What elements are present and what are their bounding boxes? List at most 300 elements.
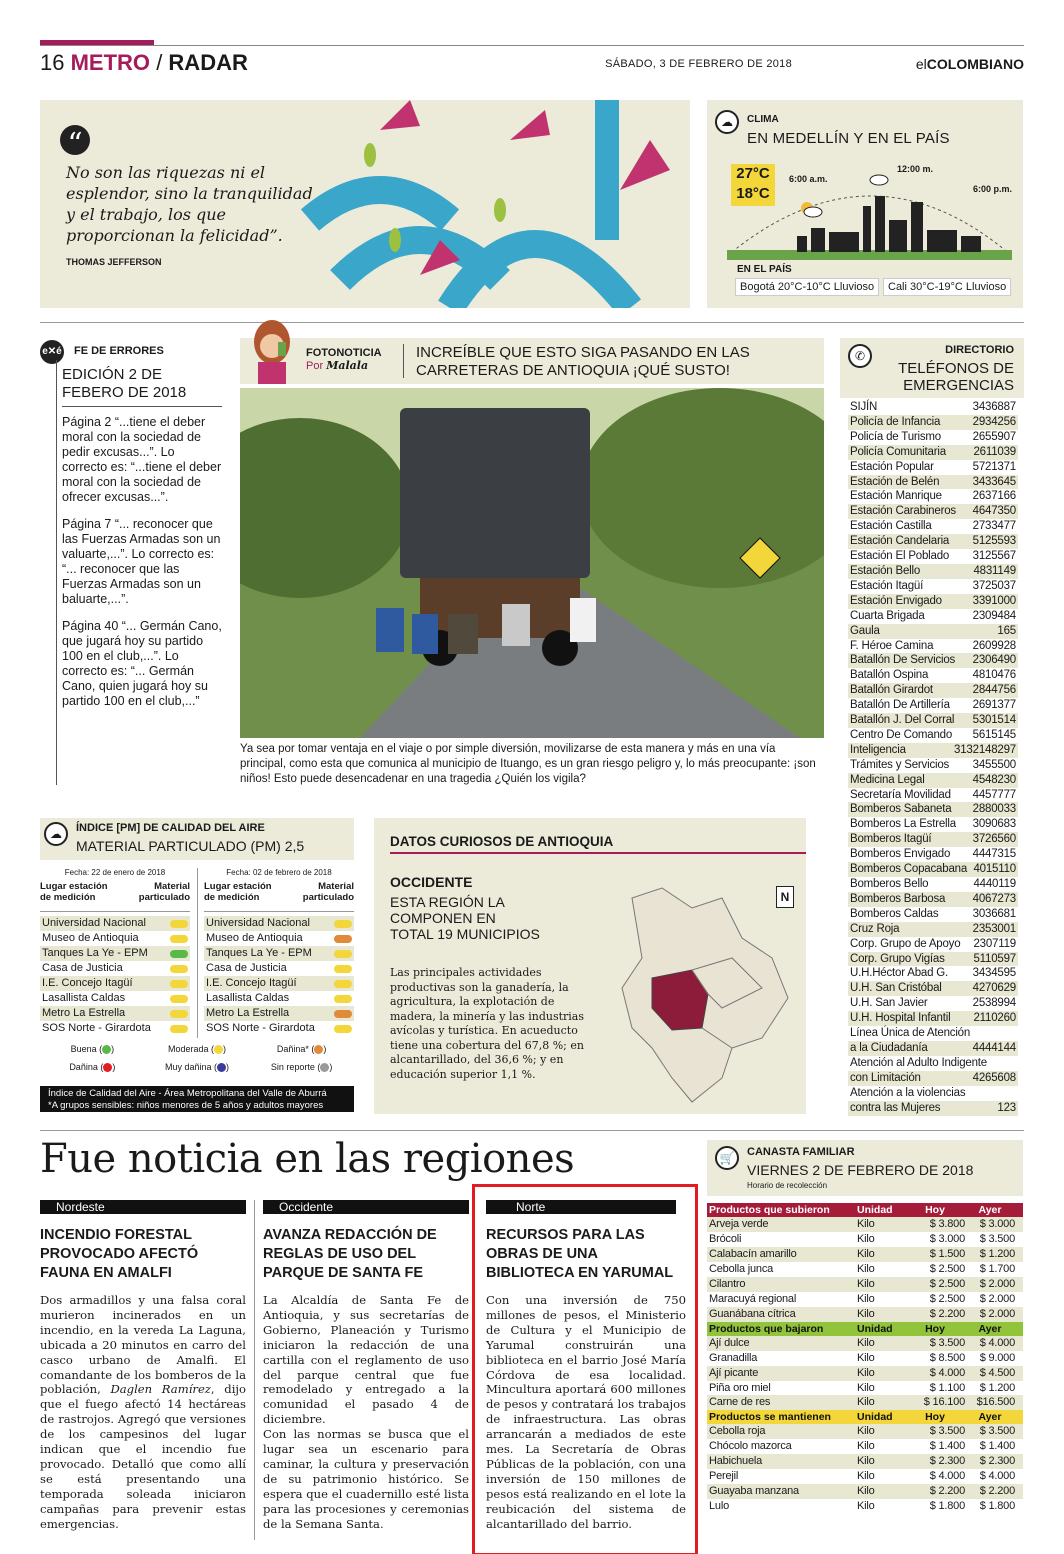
directory-name: Batallón Ospina [850, 669, 929, 682]
directory-number: 2306490 [972, 654, 1016, 667]
directory-name: Bomberos Copacabana [850, 863, 968, 876]
basket-row [707, 1336, 1023, 1351]
air-quality-row [40, 991, 190, 1006]
product-name: Cilantro [709, 1277, 746, 1290]
col-station: Lugar estación de medición [40, 881, 108, 903]
pm-level-indicator [170, 920, 188, 928]
directory-row [848, 1056, 1018, 1071]
air-quality-row [40, 916, 190, 931]
directory-number: 3433645 [972, 475, 1016, 488]
col-today: Hoy [925, 1411, 945, 1424]
pm-level-indicator [334, 965, 352, 973]
directory-name: Policía de Infancia [850, 415, 941, 428]
directory-name: Policía Comunitaria [850, 445, 946, 458]
product-name: Brócoli [709, 1232, 742, 1245]
price-yesterday: $ 9.000 [979, 1351, 1015, 1364]
price-today: $ 1.500 [929, 1247, 965, 1260]
directory-number: 2637166 [972, 490, 1016, 503]
price-today: $ 3.800 [929, 1218, 965, 1230]
air-quality-subtitle: MATERIAL PARTICULADO (PM) 2,5 [76, 838, 305, 854]
directory-row [848, 743, 1018, 758]
directory-number: 4440119 [973, 878, 1016, 890]
directory-name: Atención a la violencias [850, 1086, 966, 1099]
price-yesterday: $ 2.300 [979, 1455, 1015, 1468]
directory-name: Trámites y Servicios [850, 758, 950, 771]
directory-row [848, 639, 1018, 654]
price-yesterday: $ 4.500 [979, 1366, 1015, 1379]
directory-number: 2538994 [972, 997, 1016, 1010]
directory-name: Bomberos Caldas [850, 907, 939, 920]
weather-icon: ☁ [715, 110, 739, 134]
directory-row [848, 937, 1018, 952]
directory-row [848, 653, 1018, 668]
errata-icon: e✕é [40, 340, 64, 364]
basket-row [707, 1277, 1023, 1292]
station-name: Universidad Nacional [206, 917, 310, 929]
product-name: Habichuela [709, 1455, 763, 1468]
station-name: Museo de Antioquia [42, 932, 139, 944]
directory-name: Estación de Belén [850, 475, 940, 488]
directory-number: 4067273 [972, 892, 1016, 905]
price-today: $ 16.100 [923, 1396, 965, 1409]
directory-row [848, 847, 1018, 862]
air-quality-row [204, 916, 354, 931]
price-yesterday: $ 2.000 [979, 1277, 1015, 1290]
weather-box [707, 100, 1023, 308]
directory-row [848, 549, 1018, 564]
col-today: Hoy [925, 1322, 945, 1335]
market-basket-title: CANASTA FAMILIAR [747, 1146, 855, 1158]
directory-number: 2353001 [972, 922, 1016, 935]
product-unit: Kilo [857, 1232, 875, 1245]
directory-number: 5721371 [972, 460, 1016, 473]
header-rule [40, 45, 1024, 46]
city-bogota: Bogotá 20°C-10°C Lluvioso [735, 278, 879, 296]
directory-number: 4457777 [972, 788, 1016, 801]
air-quality-row [204, 976, 354, 991]
legend-dot-icon [217, 1063, 226, 1072]
directory-name: Estación Bello [850, 564, 921, 577]
directory-row [848, 1026, 1018, 1041]
product-unit: Kilo [857, 1440, 875, 1453]
basket-row [707, 1454, 1023, 1469]
brand-logo: elCOLOMBIANO [915, 56, 1024, 72]
air-quality-rows [204, 916, 354, 1036]
directory-name: Bomberos Barbosa [850, 892, 946, 905]
product-unit: Kilo [857, 1247, 875, 1260]
quote-text: No son las riquezas ni el esplendor, sino la tranquilidad y el trabajo, los que proporcionan la felicidad”. [66, 163, 313, 245]
directory-number: 5125593 [972, 535, 1016, 548]
errata-entry: Página 40 “... Germán Cano, que jugará hoy su partido 100 en el club,...”. Lo correcto es: “... Germán Cano, quien jugará hoy su partido 100 en el club,...” [62, 619, 222, 708]
market-basket-note: Horario de recolección [747, 1181, 828, 1190]
directory-row [848, 668, 1018, 683]
directory-number: 123 [997, 1101, 1016, 1114]
product-name: Lulo [709, 1500, 729, 1513]
directory-name: Estación Envigado [850, 594, 942, 607]
directory-row [848, 1041, 1018, 1056]
basket-row [707, 1439, 1023, 1454]
directory-name: Estación Candelaria [850, 535, 950, 548]
directory-name: con Limitación [850, 1071, 921, 1084]
temperature-box: 27°C 18°C [731, 164, 775, 206]
cart-icon: 🛒 [715, 1146, 739, 1170]
directory-name: U.H. San Cristóbal [850, 982, 942, 995]
price-today: $ 2.200 [929, 1485, 965, 1498]
air-quality-row [204, 1006, 354, 1021]
basket-row [707, 1366, 1023, 1381]
air-quality-row [40, 1006, 190, 1021]
station-name: SOS Norte - Girardota [206, 1022, 315, 1034]
directory-row [848, 817, 1018, 832]
directory-number: 2655907 [972, 430, 1016, 443]
directory-number: 2309484 [972, 609, 1016, 622]
directory-number: 3726560 [972, 833, 1016, 846]
pm-level-indicator [334, 935, 352, 943]
basket-rows [707, 1217, 1023, 1322]
price-yesterday: $ 1.200 [979, 1381, 1015, 1394]
legend-dot-icon [320, 1063, 329, 1072]
directory-row [848, 698, 1018, 713]
station-name: I.E. Concejo Itagüí [206, 977, 297, 989]
product-unit: Kilo [857, 1366, 875, 1379]
station-name: Lasallista Caldas [206, 992, 290, 1004]
product-name: Cebolla roja [709, 1425, 766, 1438]
region-headline: ESTA REGIÓN LA COMPONEN EN TOTAL 19 MUNICIPIOS [390, 894, 540, 942]
directory-row [848, 966, 1018, 981]
directory-number: 2934256 [972, 415, 1016, 428]
directory-row [848, 683, 1018, 698]
air-quality-footer: Índice de Calidad del Aire - Área Metropolitana del Valle de Aburrá *A grupos sensibles: niños menores de 5 años y adultos mayores [40, 1086, 354, 1112]
col-yesterday: Ayer [978, 1322, 1002, 1335]
directory-row [848, 773, 1018, 788]
directory-name: SIJÍN [850, 401, 878, 413]
basket-row [707, 1247, 1023, 1262]
legend-dot-icon [102, 1045, 111, 1054]
air-quality-row [204, 946, 354, 961]
phone-icon: ✆ [848, 344, 872, 368]
directory-row [848, 504, 1018, 519]
region-tag-occidente: Occidente [263, 1200, 469, 1214]
directory-number: 5301514 [972, 714, 1016, 727]
directory-name: Bomberos Envigado [850, 848, 951, 861]
legend-item: Buena ( ) [70, 1044, 115, 1054]
station-name: I.E. Concejo Itagüí [42, 977, 133, 989]
directory-name: U.H.Héctor Abad G. [850, 967, 949, 980]
directory-name: Estación Popular [850, 460, 934, 473]
price-today: $ 8.500 [929, 1351, 965, 1364]
market-basket-date: VIERNES 2 DE FEBRERO DE 2018 [747, 1162, 974, 1178]
price-yesterday: $ 1.800 [979, 1500, 1015, 1513]
directory-row [848, 475, 1018, 490]
price-yesterday: $ 1.200 [979, 1247, 1015, 1260]
price-today: $ 1.400 [929, 1440, 965, 1453]
directory-name: Batallón De Artillería [850, 699, 950, 712]
col-yesterday: Ayer [978, 1411, 1002, 1424]
air-quality-row [204, 991, 354, 1006]
product-name: Cebolla junca [709, 1262, 774, 1275]
directory-number: 4647350 [972, 505, 1016, 518]
directory-number: 4270629 [972, 982, 1016, 995]
directory-name: Estación Manrique [850, 490, 942, 503]
product-unit: Kilo [857, 1351, 875, 1364]
price-today: $ 2.500 [929, 1262, 965, 1275]
article-body: Dos armadillos y una falsa coral murieron incinerados en un incendio, en la vereda La Laguna, ubicada a 20 minutos en carro del casco urbano de Amalfi. El comandante de los bomberos de la población, Daglen Ramírez, dijo que el fuego afectó 14 hectáreas de rastrojos. Agregó que versiones de los campesinos del lugar indican que el incendio fue provocado. Detalló que como allí se está presentando una temporada soleada iniciaron campañas para prevenir estas emergencias. [40, 1293, 246, 1531]
air-quality-legend [40, 1044, 354, 1072]
time-6am: 6:00 a.m. [789, 174, 828, 184]
quote-author: THOMAS JEFFERSON [66, 257, 162, 267]
basket-row [707, 1292, 1023, 1307]
pm-level-indicator [334, 1025, 352, 1033]
station-name: Lasallista Caldas [42, 992, 126, 1004]
price-yesterday: $16.500 [976, 1396, 1015, 1409]
directory-row [848, 1071, 1018, 1086]
station-name: Metro La Estrella [42, 1007, 126, 1019]
product-unit: Kilo [857, 1381, 875, 1394]
errata-divider [62, 406, 222, 407]
curious-facts-rule [390, 852, 806, 854]
air-quality-table-jan [40, 868, 190, 1036]
col-unit: Unidad [857, 1204, 893, 1216]
directory-row [848, 400, 1018, 415]
directory-name: U.H. Hospital Infantil [850, 1012, 951, 1025]
pm-level-indicator [170, 1010, 188, 1018]
directory-row [848, 534, 1018, 549]
directory-number: 3391000 [972, 594, 1016, 607]
basket-row [707, 1484, 1023, 1499]
subsection-name: RADAR [168, 50, 248, 75]
directory-name: Centro De Comando [850, 728, 953, 741]
air-icon: ☁ [44, 822, 68, 846]
photo-news-label: FOTONOTICIA Por Malala [306, 347, 382, 372]
directory-name: Cruz Roja [850, 922, 900, 935]
directory-row [848, 877, 1018, 892]
errata-entry: Página 7 “... reconocer que las Fuerzas Armadas son un valuarte,...”. Lo correcto es: “... reconocer que las Fuerzas Armadas son un baluarte,...”. [62, 517, 221, 606]
directory-name: Estación Itagüí [850, 579, 924, 592]
pm-level-indicator [170, 965, 188, 973]
directory-row [848, 981, 1018, 996]
directory-name: Estación Castilla [850, 520, 932, 533]
station-name: Tanques La Ye - EPM [42, 947, 148, 959]
group-label: Productos que bajaron [709, 1322, 824, 1335]
article-body: La Alcaldía de Santa Fe de Antioquia, y sus secretarías de Gobierno, Planeación y Turismo iniciaron la redacción de una cartilla con el reglamento de uso del parque central que fue remodelado y entregado a la comunidad el pasado 4 de diciembre. Con las normas se busca que el lugar sea un escenario para caminar, la cultura y preservación de su patrimonio histórico. Se espera que el cuadernillo esté lista para las procesiones y ceremonias de la Semana Santa. [263, 1293, 469, 1531]
directory-number: 2609928 [972, 639, 1016, 652]
birds-illustration [300, 100, 690, 308]
air-quality-col-header [40, 881, 190, 912]
directory-row [848, 579, 1018, 594]
price-yesterday: $ 3.500 [979, 1232, 1015, 1245]
directory-row [848, 862, 1018, 877]
directory-name: Batallón J. Del Corral [850, 714, 955, 727]
city-cali: Cali 30°C-19°C Lluvioso [883, 278, 1011, 296]
pm-level-indicator [170, 950, 188, 958]
curious-facts-box [374, 818, 806, 1114]
basket-group-header [707, 1410, 1023, 1424]
air-quality-date: Fecha: 22 de enero de 2018 [64, 868, 166, 877]
region-body: Las principales actividades productivas son la ganadería, la agricultura, la explotación de madera, la minería y las industrias avícolas y turística. En acueducto tiene una cobertura del 67,8 %; en alcantarillado, del 36,6 %; y en educación superior 1,1 %. [390, 966, 584, 1081]
price-yesterday: $ 4.000 [979, 1470, 1015, 1483]
basket-row [707, 1381, 1023, 1396]
air-quality-row [40, 946, 190, 961]
issue-date: SÁBADO, 3 DE FEBRERO DE 2018 [605, 58, 792, 70]
errata-body [62, 415, 222, 721]
region-tag-nordeste: Nordeste [40, 1200, 246, 1214]
col-material: Material particulado [138, 881, 190, 903]
directory-name: a la Ciudadanía [850, 1041, 928, 1054]
directory-row [848, 445, 1018, 460]
directory-row [848, 996, 1018, 1011]
product-name: Perejil [709, 1470, 739, 1483]
product-unit: Kilo [857, 1500, 875, 1513]
col-unit: Unidad [857, 1411, 893, 1424]
errata-title: FE DE ERRORES [74, 345, 164, 357]
north-arrow-icon: N [776, 886, 794, 908]
basket-row [707, 1499, 1023, 1514]
basket-group-header [707, 1322, 1023, 1336]
directory-name: U.H. San Javier [850, 997, 928, 1010]
directory-number: 3725037 [972, 579, 1016, 592]
basket-row [707, 1351, 1023, 1366]
legend-item: Dañina* ( ) [276, 1044, 327, 1054]
pm-level-indicator [170, 935, 188, 943]
product-name: Guayaba manzana [709, 1485, 799, 1498]
air-quality-row [40, 1021, 190, 1036]
directory-row [848, 758, 1018, 773]
phone-directory [848, 400, 1018, 1116]
product-name: Guanábana cítrica [709, 1307, 796, 1320]
directory-name: Bomberos Sabaneta [850, 803, 952, 816]
air-quality-header [40, 818, 354, 860]
station-name: Museo de Antioquia [206, 932, 303, 944]
pm-level-indicator [334, 995, 352, 1003]
directory-name: Corp. Grupo de Apoyo [850, 937, 961, 950]
directory-number: 3125567 [972, 550, 1016, 563]
time-noon: 12:00 m. [897, 164, 934, 174]
group-label: Productos que subieron [709, 1204, 830, 1216]
regions-title: Fue noticia en las regiones [40, 1136, 575, 1182]
legend-dot-icon [314, 1045, 323, 1054]
price-today: $ 1.100 [929, 1381, 965, 1394]
col-today: Hoy [925, 1204, 945, 1216]
col-yesterday: Ayer [978, 1204, 1002, 1216]
air-quality-row [204, 1021, 354, 1036]
col-material: Material particulado [302, 881, 354, 903]
directory-row [848, 952, 1018, 967]
directory-number: 3132148297 [954, 743, 1016, 756]
directory-name: Gaula [850, 624, 880, 637]
directory-subtitle: TELÉFONOS DE EMERGENCIAS [898, 360, 1014, 394]
directory-row [848, 519, 1018, 534]
price-today: $ 4.000 [929, 1366, 965, 1379]
product-name: Carne de res [709, 1396, 771, 1409]
article-headline: AVANZA REDACCIÓN DE REGLAS DE USO DEL PARQUE DE SANTA FE [263, 1227, 437, 1281]
price-today: $ 4.000 [929, 1470, 965, 1483]
product-unit: Kilo [857, 1425, 875, 1438]
pm-level-indicator [334, 980, 352, 988]
directory-header [840, 338, 1024, 398]
product-name: Maracuyá regional [709, 1292, 797, 1305]
price-today: $ 2.500 [929, 1292, 965, 1305]
region-tag-norte: Norte [486, 1200, 676, 1214]
directory-number: 4831149 [973, 564, 1016, 577]
page-number: 16 [40, 50, 65, 75]
directory-row [848, 430, 1018, 445]
station-name: Universidad Nacional [42, 917, 146, 929]
directory-row [848, 489, 1018, 504]
market-basket-table [707, 1203, 1023, 1514]
pm-level-indicator [170, 980, 188, 988]
product-unit: Kilo [857, 1336, 875, 1349]
station-name: Tanques La Ye - EPM [206, 947, 312, 959]
price-yesterday: $ 2.200 [979, 1485, 1015, 1498]
legend-dot-icon [214, 1045, 223, 1054]
product-unit: Kilo [857, 1307, 875, 1320]
directory-name: Bomberos Itagüí [850, 833, 932, 846]
article-headline: RECURSOS PARA LAS OBRAS DE UNA BIBLIOTECA EN YARUMAL [486, 1227, 674, 1281]
basket-group-header [707, 1203, 1023, 1217]
legend-item: Moderada ( ) [167, 1044, 226, 1054]
author-avatar [248, 312, 296, 384]
quote-icon: “ [60, 125, 90, 155]
pm-level-indicator [170, 1025, 188, 1033]
product-unit: Kilo [857, 1396, 875, 1409]
section-name: METRO [70, 50, 151, 75]
column-divider [254, 1200, 255, 1540]
directory-number: 4810476 [972, 669, 1016, 682]
errata-rule [56, 360, 57, 785]
station-name: Casa de Justicia [42, 962, 123, 974]
directory-name: Policía de Turismo [850, 430, 941, 443]
country-label: EN EL PAÍS [737, 264, 792, 275]
directory-name: Atención al Adulto Indigente [850, 1056, 987, 1069]
air-quality-col-header [204, 881, 354, 912]
air-quality-divider [197, 868, 198, 1038]
pm-level-indicator [170, 995, 188, 1003]
station-name: Metro La Estrella [206, 1007, 290, 1019]
basket-row [707, 1395, 1023, 1410]
air-quality-row [204, 931, 354, 946]
directory-number: 2307119 [973, 937, 1016, 950]
directory-row [848, 728, 1018, 743]
station-name: Casa de Justicia [206, 962, 287, 974]
legend-item: Sin reporte ( ) [270, 1062, 333, 1073]
directory-title: DIRECTORIO [945, 344, 1014, 356]
basket-row [707, 1424, 1023, 1439]
station-name: SOS Norte - Girardota [42, 1022, 151, 1034]
product-unit: Kilo [857, 1292, 875, 1305]
basket-row [707, 1469, 1023, 1484]
basket-rows [707, 1424, 1023, 1514]
directory-number: 3436887 [972, 401, 1016, 413]
directory-row [848, 460, 1018, 475]
price-yesterday: $ 1.700 [979, 1262, 1015, 1275]
directory-row [848, 1011, 1018, 1026]
product-name: Granadilla [709, 1351, 758, 1364]
region-name: OCCIDENTE [390, 874, 473, 890]
directory-row [848, 832, 1018, 847]
directory-number: 2844756 [972, 684, 1016, 697]
product-unit: Kilo [857, 1277, 875, 1290]
product-name: Arveja verde [709, 1218, 769, 1230]
quote-box [40, 100, 690, 308]
directory-number: 4015110 [973, 863, 1016, 876]
directory-name: Estación El Poblado [850, 550, 950, 563]
directory-row [848, 788, 1018, 803]
errata-edition: EDICIÓN 2 DE FEBERO DE 2018 [62, 366, 187, 401]
directory-name: Línea Única de Atención [850, 1027, 971, 1040]
section-rule [40, 322, 1024, 323]
price-today: $ 3.000 [929, 1232, 965, 1245]
air-quality-title: ÍNDICE [PM] DE CALIDAD DEL AIRE [76, 822, 265, 834]
